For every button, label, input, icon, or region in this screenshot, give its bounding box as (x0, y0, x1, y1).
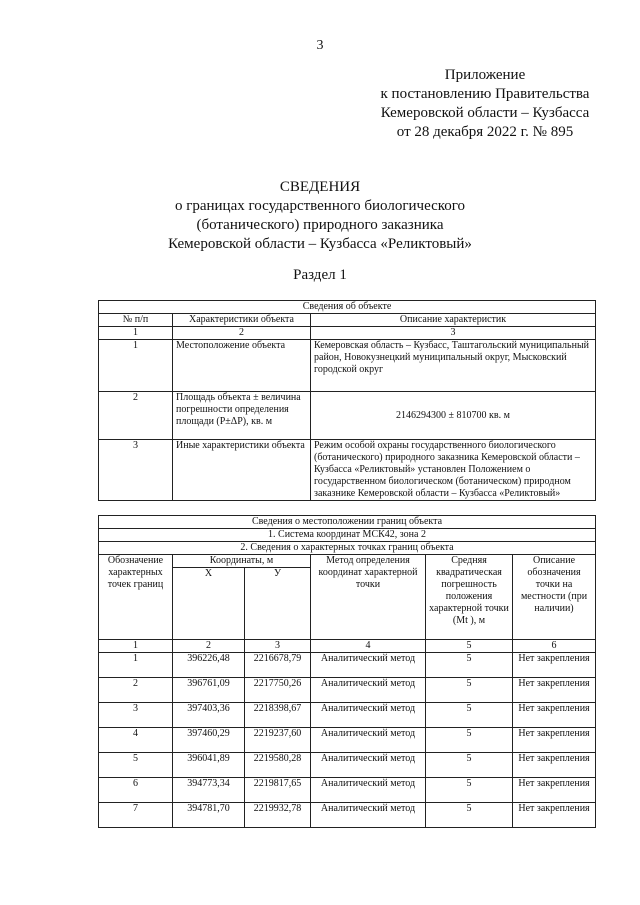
accuracy-cell: 5 (426, 803, 513, 828)
point-id: 7 (99, 803, 173, 828)
header-description: Описание обозначения точки на местности (при наличии) (513, 555, 596, 640)
header-number: 1 (99, 640, 173, 653)
method-cell: Аналитический метод (311, 803, 426, 828)
coordinate-x: 396041,89 (173, 753, 245, 778)
heading-line: о границах государственного биологического (174, 198, 466, 214)
appendix-line: Кемеровской области – Кузбасса (380, 105, 590, 121)
header-number: 3 (245, 640, 311, 653)
point-rows (99, 653, 596, 828)
point-id: 3 (99, 703, 173, 728)
coordinate-x: 394773,34 (173, 778, 245, 803)
coordinate-x: 397460,29 (173, 728, 245, 753)
marker-cell: Нет закрепления (513, 728, 596, 753)
marker-cell: Нет закрепления (513, 703, 596, 728)
method-cell: Аналитический метод (311, 678, 426, 703)
marker-cell: Нет закрепления (513, 753, 596, 778)
header-number: 5 (426, 640, 513, 653)
marker-cell: Нет закрепления (513, 653, 596, 678)
object-table-title: Сведения об объекте (99, 301, 596, 314)
table-row (99, 703, 596, 728)
table-row (99, 340, 596, 392)
marker-cell: Нет закрепления (513, 678, 596, 703)
marker-cell: Нет закрепления (513, 778, 596, 803)
heading-line: Кемеровской области – Кузбасса «Реликтовый» (168, 236, 472, 252)
header-number: 6 (513, 640, 596, 653)
location-table (98, 515, 596, 828)
marker-cell: Нет закрепления (513, 803, 596, 828)
row-number: 2 (99, 392, 173, 440)
method-cell: Аналитический метод (311, 753, 426, 778)
method-cell: Аналитический метод (311, 653, 426, 678)
appendix-line: к постановлению Правительства (380, 86, 590, 102)
accuracy-cell: 5 (426, 703, 513, 728)
object-table (98, 300, 596, 501)
table-row (99, 753, 596, 778)
table-row (99, 728, 596, 753)
table-row (99, 392, 596, 440)
row-description: Режим особой охраны государственного биологического (ботанического) природного заказника Кемеровской области – Кузбасса «Реликтовый» установлен Положением о государственном биологическом (ботаническом) природном заказнике Кемеровской области – Кузбасса «Реликтовый» (311, 440, 596, 501)
header-number: 2 (173, 327, 311, 340)
coordinate-y: 2218398,67 (245, 703, 311, 728)
header-number: 1 (99, 327, 173, 340)
point-id: 5 (99, 753, 173, 778)
row-number: 3 (99, 440, 173, 501)
point-id: 4 (99, 728, 173, 753)
header-y: У (245, 568, 311, 640)
header-number: 2 (173, 640, 245, 653)
header-x: X (173, 568, 245, 640)
point-id: 2 (99, 678, 173, 703)
point-id: 6 (99, 778, 173, 803)
coordinate-x: 396226,48 (173, 653, 245, 678)
header-number: 3 (311, 327, 596, 340)
accuracy-cell: 5 (426, 753, 513, 778)
coordinate-x: 394781,70 (173, 803, 245, 828)
table-row (99, 440, 596, 501)
method-cell: Аналитический метод (311, 703, 426, 728)
header-cell: Описание характеристик (311, 314, 596, 327)
header-designation: Обозначение характерных точек границ (99, 555, 173, 640)
accuracy-cell: 5 (426, 728, 513, 753)
method-cell: Аналитический метод (311, 778, 426, 803)
table-row (99, 778, 596, 803)
points-title: 2. Сведения о характерных точках границ объекта (99, 542, 596, 555)
row-description: Кемеровская область – Кузбасс, Таштагольский муниципальный район, Новокузнецкий муниципальный округ, Мысковский городской округ (311, 340, 596, 392)
header-coordinates: Координаты, м (173, 555, 311, 568)
document-heading (120, 178, 520, 254)
coordinate-x: 397403,36 (173, 703, 245, 728)
location-table-title: Сведения о местоположении границ объекта (99, 516, 596, 529)
accuracy-cell: 5 (426, 653, 513, 678)
section-title: Раздел 1 (293, 267, 347, 283)
row-number: 1 (99, 340, 173, 392)
point-id: 1 (99, 653, 173, 678)
table-row (99, 653, 596, 678)
appendix-line: Приложение (444, 67, 526, 83)
row-characteristic: Местоположение объекта (173, 340, 311, 392)
coordinate-y: 2219817,65 (245, 778, 311, 803)
coordinate-y: 2219580,28 (245, 753, 311, 778)
table-row (99, 803, 596, 828)
row-characteristic: Иные характеристики объекта (173, 440, 311, 501)
page-number: 3 (316, 38, 324, 53)
appendix-line: от 28 декабря 2022 г. № 895 (396, 124, 574, 140)
heading-line: СВЕДЕНИЯ (279, 179, 361, 195)
header-number: 4 (311, 640, 426, 653)
header-method: Метод определения координат характерной точки (311, 555, 426, 640)
coordinate-y: 2219237,60 (245, 728, 311, 753)
coordinate-y: 2219932,78 (245, 803, 311, 828)
coordinate-system: 1. Система координат МСК42, зона 2 (99, 529, 596, 542)
coordinate-x: 396761,09 (173, 678, 245, 703)
row-description: 2146294300 ± 810700 кв. м (311, 392, 596, 440)
appendix-block (360, 66, 610, 142)
coordinate-y: 2216678,79 (245, 653, 311, 678)
method-cell: Аналитический метод (311, 728, 426, 753)
accuracy-cell: 5 (426, 678, 513, 703)
row-characteristic: Площадь объекта ± величина погрешности определения площади (P±ΔP), кв. м (173, 392, 311, 440)
table-row (99, 678, 596, 703)
coordinate-y: 2217750,26 (245, 678, 311, 703)
header-cell: Характеристики объекта (173, 314, 311, 327)
accuracy-cell: 5 (426, 778, 513, 803)
header-accuracy: Средняя квадратическая погрешность положения характерной точки (Mt ), м (426, 555, 513, 640)
header-cell: № п/п (99, 314, 173, 327)
heading-line: (ботанического) природного заказника (196, 217, 444, 233)
